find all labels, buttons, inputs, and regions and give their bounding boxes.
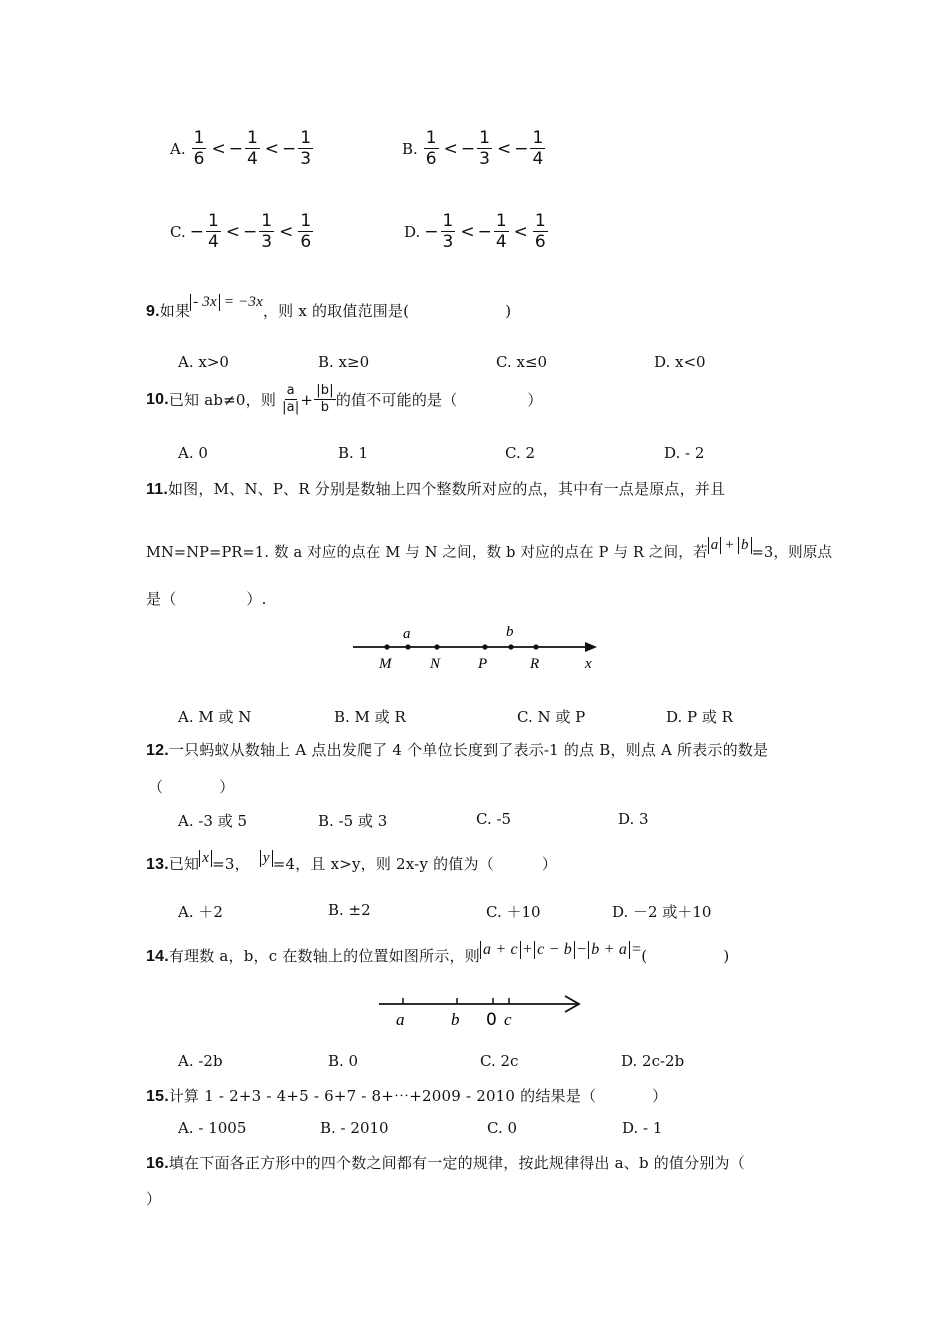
fraction: $\frac{1}{6}$ bbox=[534, 211, 546, 252]
q9-option-b[interactable]: B. x≥0 bbox=[318, 353, 370, 371]
question-number: 14. bbox=[146, 948, 169, 965]
q13-option-b[interactable]: B. ±2 bbox=[328, 901, 371, 919]
label-x: x bbox=[585, 656, 592, 672]
label-n: N bbox=[430, 656, 441, 672]
question-9: 9.如果 - 3x = −3x，则 x 的取值范围是( ) bbox=[146, 294, 512, 320]
formula: a + c + c − b − b + a = bbox=[480, 941, 641, 958]
fraction: $\frac{1}{3}$ bbox=[300, 128, 312, 169]
q15-option-a[interactable]: A. - 1005 bbox=[178, 1119, 247, 1137]
question-12-line1: 12.一只蚂蚁从数轴上 A 点出发爬了 4 个单位长度到了表示-1 的点 B，则点 A 所表示的数是 bbox=[146, 741, 769, 759]
number-line-q11 bbox=[345, 618, 605, 680]
abs-x: x bbox=[199, 850, 212, 867]
q8-option-a[interactable]: A. $\frac{1}{6}$ < − $\frac{1}{4}$ < − $\frac{1}{3}$ bbox=[170, 128, 312, 169]
q10-option-c[interactable]: C. 2 bbox=[505, 444, 536, 462]
question-13: 13.已知 x =3， y =4，且 x>y，则 2x-y 的值为（ ） bbox=[146, 850, 558, 873]
q11-option-a[interactable]: A. M 或 N bbox=[178, 708, 252, 726]
point-m bbox=[384, 644, 389, 649]
formula: - 3x = −3x bbox=[190, 294, 263, 310]
fraction: $\frac{a}{|a|}$ bbox=[282, 383, 300, 415]
q14-option-d[interactable]: D. 2c-2b bbox=[621, 1052, 685, 1070]
question-number: 13. bbox=[146, 856, 169, 873]
q15-option-d[interactable]: D. - 1 bbox=[622, 1119, 663, 1137]
label-p: P bbox=[478, 656, 488, 672]
q14-option-b[interactable]: B. 0 bbox=[328, 1052, 359, 1070]
q14-option-a[interactable]: A. -2b bbox=[178, 1052, 223, 1070]
q9-option-d[interactable]: D. x<0 bbox=[654, 353, 706, 371]
question-15: 15.计算 1 - 2+3 - 4+5 - 6+7 - 8+⋯+2009 - 2010 的结果是（ ） bbox=[146, 1087, 668, 1105]
q11-option-c[interactable]: C. N 或 P bbox=[517, 708, 586, 726]
q8-option-d[interactable]: D. − $\frac{1}{3}$ < − $\frac{1}{4}$ < $\frac{1}{6}$ bbox=[404, 211, 546, 252]
fraction: $\frac{1}{4}$ bbox=[532, 128, 544, 169]
formula: a + b bbox=[708, 537, 752, 553]
fraction: $\frac{1}{6}$ bbox=[300, 211, 312, 252]
q10-option-d[interactable]: D. - 2 bbox=[664, 444, 705, 462]
label-m: M bbox=[379, 656, 392, 672]
question-14: 14.有理数 a，b，c 在数轴上的位置如图所示，则 a + c + c − b − b + a =( ) bbox=[146, 941, 730, 965]
question-10: 10. 已知 ab≠0，则 $\frac{a}{|a|}$ + $\frac{|b|}{b}$ 的值不可能的是（ ） bbox=[146, 383, 543, 415]
label-a: a bbox=[396, 1010, 405, 1029]
q8-option-a-label: A. bbox=[170, 139, 186, 158]
point-n bbox=[434, 644, 439, 649]
question-number: 12. bbox=[146, 742, 169, 759]
q12-option-a[interactable]: A. -3 或 5 bbox=[178, 812, 248, 830]
q8-option-b[interactable]: B. $\frac{1}{6}$ < − $\frac{1}{3}$ < − $\frac{1}{4}$ bbox=[402, 128, 544, 169]
fraction: $\frac{1}{4}$ bbox=[207, 211, 219, 252]
fraction: $\frac{1}{3}$ bbox=[479, 128, 490, 169]
axis-arrow bbox=[585, 642, 597, 652]
q11-option-d[interactable]: D. P 或 R bbox=[666, 708, 733, 726]
question-11-line2: MN=NP=PR=1. 数 a 对应的点在 M 与 N 之间，数 b 对应的点在 P 与 R 之间，若 a + b =3，则原点 bbox=[146, 537, 833, 561]
question-number: 16. bbox=[146, 1155, 169, 1172]
question-number: 9. bbox=[146, 303, 160, 320]
label-b: b bbox=[451, 1010, 460, 1029]
fraction: $\frac{1}{3}$ bbox=[261, 211, 273, 252]
fraction: $\frac{1}{4}$ bbox=[246, 128, 258, 169]
number-line-q14 bbox=[375, 990, 587, 1032]
q14-option-c[interactable]: C. 2c bbox=[480, 1052, 519, 1070]
question-number: 11. bbox=[146, 481, 168, 498]
q9-option-c[interactable]: C. x≤0 bbox=[496, 353, 548, 371]
point-a bbox=[405, 644, 410, 649]
question-16-line1: 16.填在下面各正方形中的四个数之间都有一定的规律，按此规律得出 a、b 的值分别为（ bbox=[146, 1154, 745, 1172]
q9-option-a[interactable]: A. x>0 bbox=[178, 353, 229, 371]
q13-option-d[interactable]: D. －2 或＋10 bbox=[612, 903, 712, 921]
abs-y: y bbox=[260, 850, 273, 867]
point-r bbox=[533, 644, 538, 649]
question-16-line2: ） bbox=[146, 1190, 162, 1208]
fraction: $\frac{1}{6}$ bbox=[425, 128, 437, 169]
q12-option-c[interactable]: C. -5 bbox=[476, 810, 512, 828]
q8-option-b-label: B. bbox=[402, 139, 418, 158]
q13-option-a[interactable]: A. ＋2 bbox=[178, 903, 223, 921]
fraction: $\frac{|b|}{b}$ bbox=[316, 383, 334, 415]
label-zero: 0 bbox=[486, 1010, 497, 1030]
q12-option-d[interactable]: D. 3 bbox=[618, 810, 649, 828]
q10-option-a[interactable]: A. 0 bbox=[178, 444, 208, 462]
question-number: 10. bbox=[146, 390, 169, 408]
label-c: c bbox=[504, 1010, 512, 1029]
q12-option-b[interactable]: B. -5 或 3 bbox=[318, 812, 388, 830]
question-number: 15. bbox=[146, 1088, 169, 1105]
q8-option-c-label: C. bbox=[170, 222, 186, 241]
point-p bbox=[482, 644, 487, 649]
q15-option-c[interactable]: C. 0 bbox=[487, 1119, 518, 1137]
fraction: $\frac{1}{6}$ bbox=[193, 128, 205, 169]
label-b: b bbox=[506, 624, 514, 640]
fraction: $\frac{1}{3}$ bbox=[442, 211, 454, 252]
q15-option-b[interactable]: B. - 2010 bbox=[320, 1119, 389, 1137]
label-a: a bbox=[403, 626, 411, 642]
q11-option-b[interactable]: B. M 或 R bbox=[334, 708, 406, 726]
fraction: $\frac{1}{4}$ bbox=[495, 211, 507, 252]
question-11-line1: 11.如图，M、N、P、R 分别是数轴上四个整数所对应的点，其中有一点是原点，并且 bbox=[146, 480, 726, 498]
q13-option-c[interactable]: C. ＋10 bbox=[486, 903, 541, 921]
q10-option-b[interactable]: B. 1 bbox=[338, 444, 369, 462]
question-12-line2: （ ） bbox=[148, 778, 235, 796]
point-b bbox=[508, 644, 513, 649]
question-11-line3: 是（ ）. bbox=[146, 590, 267, 608]
q8-option-c[interactable]: C. − $\frac{1}{4}$ < − $\frac{1}{3}$ < $\frac{1}{6}$ bbox=[170, 211, 312, 252]
q8-option-d-label: D. bbox=[404, 222, 421, 241]
label-r: R bbox=[530, 656, 540, 672]
